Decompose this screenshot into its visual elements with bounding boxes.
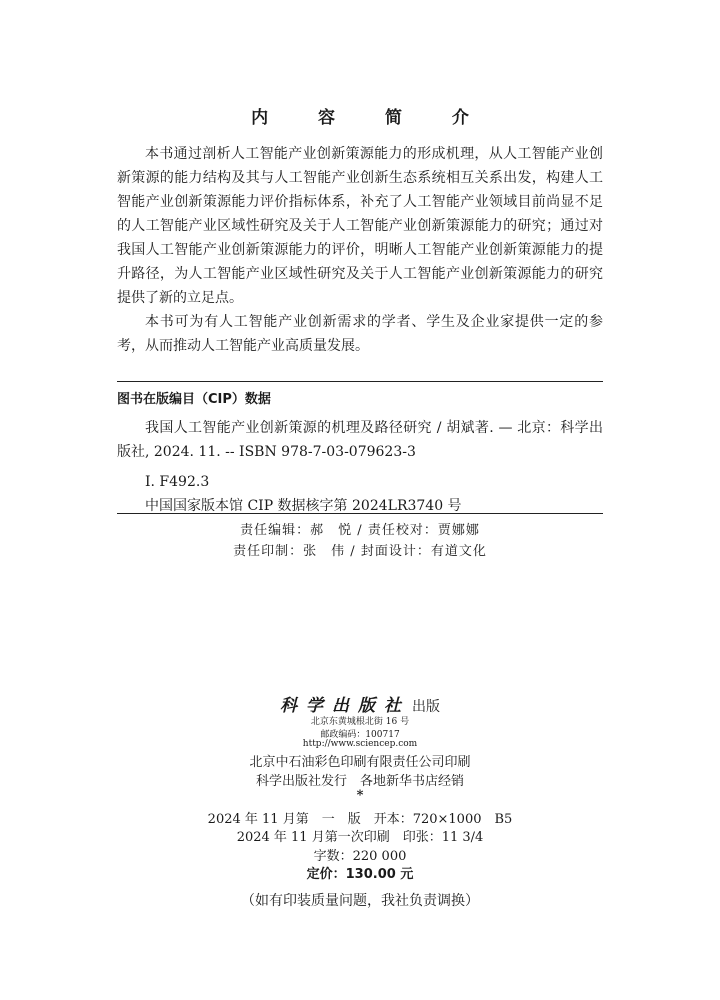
summary-paragraph-2: 本书可为有人工智能产业创新需求的学者、学生及企业家提供一定的参考，从而推动人工智能产业高质量发展。 — [117, 314, 603, 354]
credits-editors: 责任编辑：郝 悦 / 责任校对：贾娜娜 — [240, 523, 480, 538]
quality-notice: （如有印装质量问题，我社负责调换） — [241, 893, 479, 909]
credits-production: 责任印制：张 伟 / 封面设计：有道文化 — [233, 544, 487, 559]
cip-classification: Ⅰ. F492.3 — [145, 474, 210, 490]
publisher-postcode: 邮政编码：100717 — [320, 730, 400, 740]
separator-asterisk: * — [356, 788, 364, 803]
edition-line: 2024 年 11 月第 一 版 开本：720×1000 B5 — [207, 812, 513, 827]
cip-top-rule — [117, 381, 603, 382]
cip-record-number: 中国国家版本馆 CIP 数据核字第 2024LR3740 号 — [145, 498, 462, 514]
printer-line: 北京中石油彩色印刷有限责任公司印刷 — [249, 755, 471, 770]
publisher-suffix: 出版 — [412, 699, 440, 715]
printing-line: 2024 年 11 月第一次印刷 印张：11 3/4 — [236, 830, 484, 845]
summary-paragraph-1: 本书通过剖析人工智能产业创新策源能力的形成机理，从人工智能产业创新策源的能力结构及其与人工智能产业创新生态系统相互关系出发，构建人工智能产业创新策源能力评价指标体系，补充了人工智能产业领域目前尚显不足的人工智能产业区域性研究及关于人工智能产业创新策源能力的研究；通过对我国人工智能产业创新策源能力的评价，明晰人工智能产业创新策源能力的提升路径，为人工智能产业区域性研究及关于人工智能产业创新策源能力的研究提供了新的立足点。 — [117, 146, 603, 306]
publisher-logo: 科学出版社 — [280, 696, 410, 716]
word-count: 字数：220 000 — [313, 849, 407, 864]
cip-bottom-rule — [117, 513, 603, 514]
price: 定价：130.00 元 — [306, 867, 414, 882]
publisher-website: http://www.sciencep.com — [302, 739, 418, 749]
publisher-name-row — [0, 691, 720, 716]
cip-heading: 图书在版编目（CIP）数据 — [117, 392, 271, 407]
distribution-line: 科学出版社发行 各地新华书店经销 — [255, 774, 464, 789]
cip-entry: 我国人工智能产业创新策源的机理及路径研究 / 胡斌著. — 北京：科学出版社, 2024. 11. -- ISBN 978-7-03-079623-3 — [117, 420, 603, 460]
summary-title: 内 容 简 介 — [251, 108, 491, 128]
summary-body — [117, 142, 603, 358]
publisher-address: 北京东黄城根北街 16 号 — [310, 717, 410, 727]
cip-block — [117, 388, 603, 518]
